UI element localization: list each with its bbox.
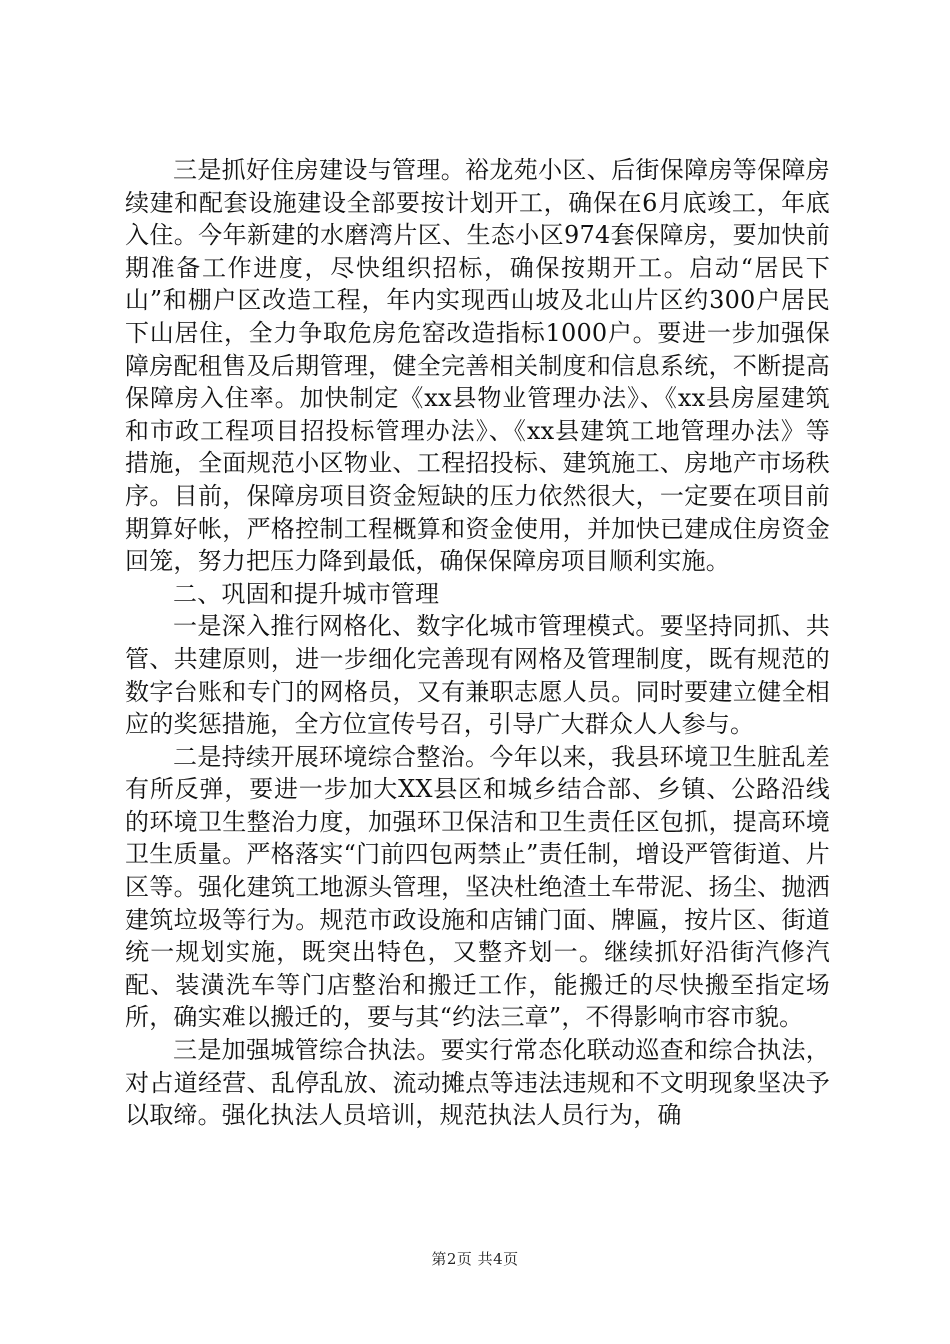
document-body (125, 154, 830, 1132)
section-heading-city-management: 二、巩固和提升城市管理 (173, 579, 440, 608)
paragraph-grid-management: 一是深入推行网格化、数字化城市管理模式。要坚持同抓、共管、共建原则，进一步细化完善现有网格及管理制度，既有规范的数字台账和专门的网格员，又有兼职志愿人员。同时要建立健全相应的奖惩措施，全方位宣传号召，引导广大群众人人参与。 (125, 612, 830, 739)
page-number-footer: 第2页 共4页 (431, 1250, 519, 1268)
paragraph-environment-rectification: 二是持续开展环境综合整治。今年以来，我县环境卫生脏乱差有所反弹，要进一步加大XX县区和城乡结合部、乡镇、公路沿线的环境卫生整治力度，加强环卫保洁和卫生责任区包抓，提高环境卫生质量。严格落实“门前四包两禁止”责任制，增设严管街道、片区等。强化建筑工地源头管理，坚决杜绝渣土车带泥、扬尘、抛洒建筑垃圾等行为。规范市政设施和店铺门面、牌匾，按片区、街道统一规划实施，既突出特色，又整齐划一。继续抓好沿街汽修汽配、装潢洗车等门店整治和搬迁工作，能搬迁的尽快搬至指定场所，确实难以搬迁的，要与其“约法三章”，不得影响市容市貌。 (125, 742, 830, 1032)
paragraph-law-enforcement: 三是加强城管综合执法。要实行常态化联动巡查和综合执法，对占道经营、乱停乱放、流动摊点等违法违规和不文明现象坚决予以取缔。强化执法人员培训，规范执法人员行为，确 (125, 1036, 830, 1130)
paragraph-housing-construction: 三是抓好住房建设与管理。裕龙苑小区、后街保障房等保障房续建和配套设施建设全部要按计划开工，确保在6月底竣工，年底入住。今年新建的水磨湾片区、生态小区974套保障房，要加快前期准备工作进度，尽快组织招标，确保按期开工。启动“居民下山”和棚户区改造工程，年内实现西山坡及北山片区约300户居民下山居住，全力争取危房危窑改造指标1000户。要进一步加强保障房配租售及后期管理，健全完善相关制度和信息系统，不断提高保障房入住率。加快制定《xx县物业管理办法》、《xx县房屋建筑和市政工程项目招投标管理办法》、《xx县建筑工地管理办法》等措施，全面规范小区物业、工程招投标、建筑施工、房地产市场秩序。目前，保障房项目资金短缺的压力依然很大，一定要在项目前期算好帐，严格控制工程概算和资金使用，并加快已建成住房资金回笼，努力把压力降到最低，确保保障房项目顺利实施。 (125, 156, 830, 576)
